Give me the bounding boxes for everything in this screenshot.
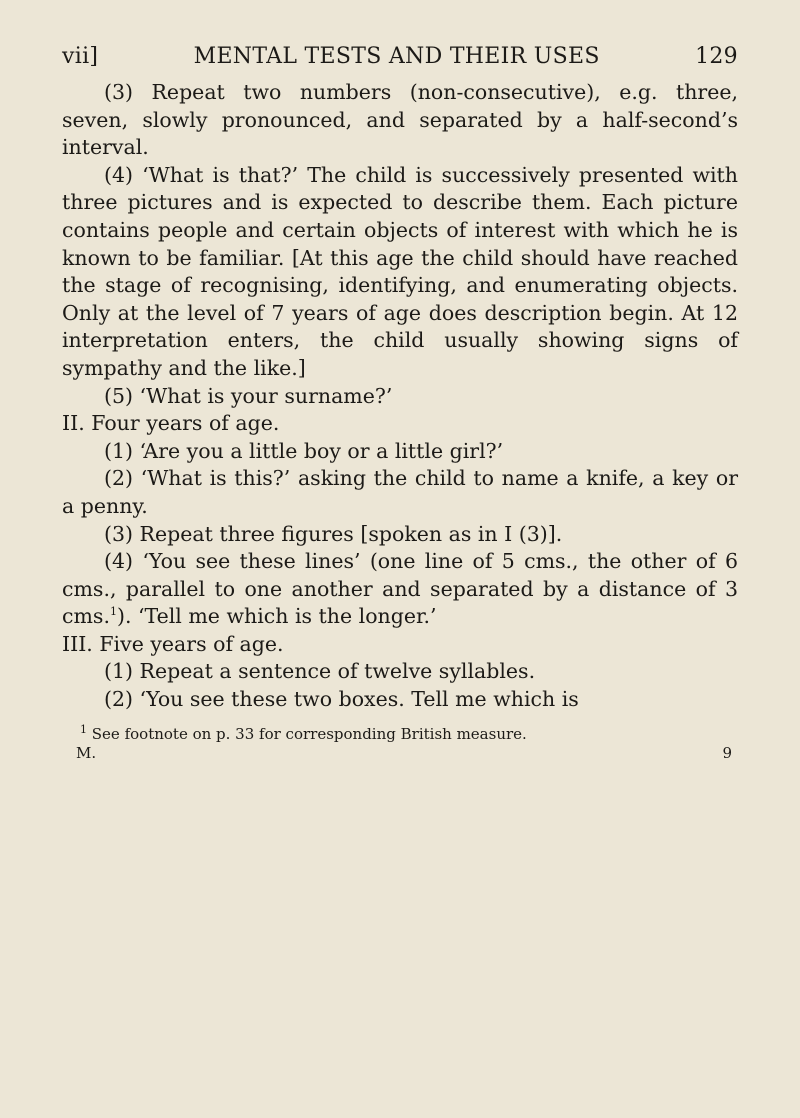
paragraph-item-3: (3) Repeat two numbers (non-consecutive), e.g. three, seven, slowly pronounced, and separated by a half-second’s interval.	[62, 80, 738, 160]
paragraph-ii-3: (3) Repeat three figures [spoken as in I (3)].	[104, 521, 563, 546]
footnote-text: See footnote on p. 33 for corresponding British measure.	[91, 724, 527, 743]
running-header	[62, 44, 738, 69]
body-text	[62, 79, 738, 714]
section-heading-iii: III. Five years of age.	[62, 631, 284, 656]
running-title: MENTAL TESTS AND THEIR USES	[193, 44, 600, 69]
book-page	[62, 44, 738, 762]
paragraph-iii-2: (2) ‘You see these two boxes. Tell me which is	[104, 687, 579, 712]
signature-mark: M.	[76, 743, 97, 762]
signature-number: 9	[722, 743, 732, 762]
paragraph-ii-4	[62, 548, 738, 631]
paragraph-item-4: (4) ‘What is that?’ The child is successively presented with three pictures and is expected to describe them. Each picture contains people and certain objects of interest with which he is known to be familiar. [At this age the child should have reached the stage of recognising, identifying, and enumerating objects. Only at the level of 7 years of age does description begin. At 12 interpretation enters, the child usually showing signs of sympathy and the like.]	[62, 162, 738, 380]
paragraph-ii-1: (1) ‘Are you a little boy or a little girl?’	[104, 438, 504, 463]
footnote-reference: 1	[109, 605, 117, 619]
paragraph-ii-2: (2) ‘What is this?’ asking the child to name a knife, a key or a penny.	[62, 466, 738, 518]
paragraph-ii-4-text-end: ). ‘Tell me which is the longer.’	[116, 604, 437, 629]
paragraph-iii-1: (1) Repeat a sentence of twelve syllables.	[104, 659, 536, 684]
signature-line	[62, 744, 738, 762]
paragraph-ii-4-text: (4) ‘You see these lines’ (one line of 5 cms., the other of 6 cms., parallel to one another and separated by a distance of 3 cms.	[62, 549, 738, 629]
footnote-mark: 1	[80, 722, 87, 736]
paragraph-item-5: (5) ‘What is your surname?’	[104, 383, 393, 408]
section-heading-ii: II. Four years of age.	[62, 411, 280, 436]
footnote	[62, 724, 738, 744]
page-number: 129	[695, 44, 738, 69]
chapter-number: vii]	[62, 44, 99, 69]
